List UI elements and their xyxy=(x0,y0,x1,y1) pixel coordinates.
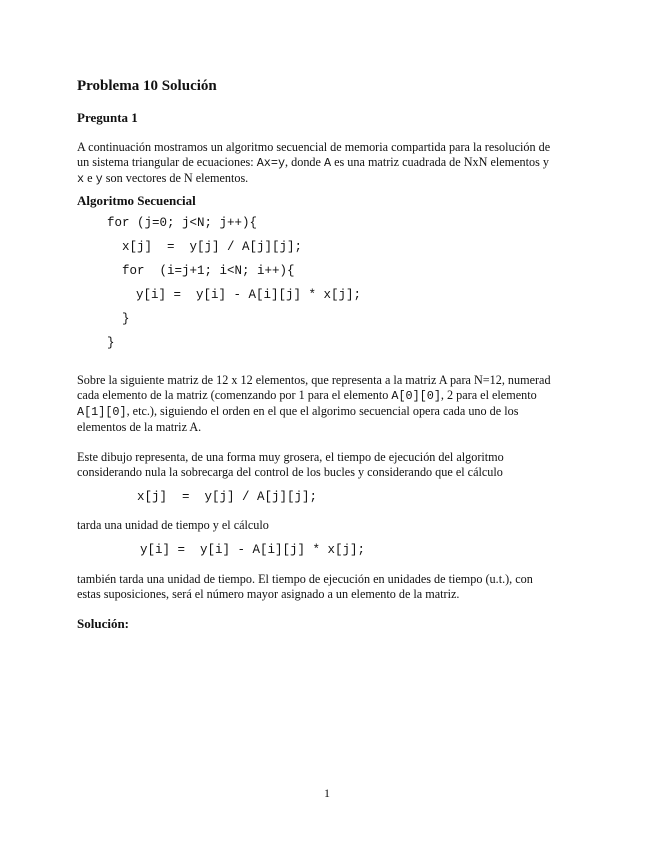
inline-code: x xyxy=(77,172,85,186)
inline-code: A[1][0] xyxy=(77,405,127,419)
inline-code: y xyxy=(95,172,103,186)
inline-code: A[0][0] xyxy=(391,389,441,403)
inline-code: A xyxy=(323,156,332,170)
intro-paragraph xyxy=(77,140,577,187)
intro-text-segment: , donde xyxy=(285,155,324,169)
final-paragraph xyxy=(77,572,577,602)
algorithm-heading: Algoritmo Secuencial xyxy=(77,193,196,208)
matrix-paragraph xyxy=(77,373,577,435)
code-line: } xyxy=(122,312,130,326)
code-line: for (j=0; j<N; j++){ xyxy=(107,216,258,230)
matrix-line-3 xyxy=(77,404,577,420)
final-line-1: también tarda una unidad de tiempo. El tiempo de ejecución en unidades de tiempo (u.t.), con xyxy=(77,572,533,586)
intro-text-segment: e xyxy=(84,171,96,185)
final-line-2: estas suposiciones, será el número mayor asignado a un elemento de la matriz. xyxy=(77,587,460,601)
matrix-line-1: Sobre la siguiente matriz de 12 x 12 elementos, que representa a la matriz A para N=12, numerad xyxy=(77,373,551,387)
matrix-line-2 xyxy=(77,388,577,404)
code-line: x[j] = y[j] / A[j][j]; xyxy=(122,240,303,254)
page-number: 1 xyxy=(324,786,330,800)
unit-text-1: tarda una unidad de tiempo y el cálculo xyxy=(77,518,269,532)
solution-heading: Solución: xyxy=(77,616,130,631)
page-title: Problema 10 Solución xyxy=(77,78,217,94)
matrix-line-4: elementos de la matriz A. xyxy=(77,420,202,434)
intro-text-segment: son vectores de N elementos. xyxy=(102,171,249,185)
code-line: y[i] = y[i] - A[i][j] * x[j]; xyxy=(136,288,362,302)
matrix-text-segment: , etc.), siguiendo el orden en el que el algorimo secuencial opera cada uno de los xyxy=(126,404,519,418)
matrix-text-segment: cada elemento de la matriz (comenzando por 1 para el elemento xyxy=(77,388,392,402)
inline-code: Ax=y xyxy=(256,156,286,170)
question-heading: Pregunta 1 xyxy=(77,110,138,125)
code-line: } xyxy=(107,336,115,350)
intro-text-segment: es una matriz cuadrada de NxN elementos y xyxy=(331,155,549,169)
intro-text-segment: un sistema triangular de ecuaciones: xyxy=(77,155,257,169)
time-line-1: Este dibujo representa, de una forma muy grosera, el tiempo de ejecución del algoritmo xyxy=(77,450,504,464)
intro-line-1: A continuación mostramos un algoritmo secuencial de memoria compartida para la resolución de xyxy=(77,140,551,154)
intro-line-3 xyxy=(77,171,577,187)
code-snippet-1: x[j] = y[j] / A[j][j]; xyxy=(137,490,318,504)
time-line-2: considerando nula la sobrecarga del control de los bucles y considerando que el cálculo xyxy=(77,465,503,479)
matrix-text-segment: , 2 para el elemento xyxy=(440,388,537,402)
time-paragraph xyxy=(77,450,577,480)
intro-line-2 xyxy=(77,155,577,171)
code-snippet-2: y[i] = y[i] - A[i][j] * x[j]; xyxy=(140,543,366,557)
code-line: for (i=j+1; i<N; i++){ xyxy=(122,264,295,278)
